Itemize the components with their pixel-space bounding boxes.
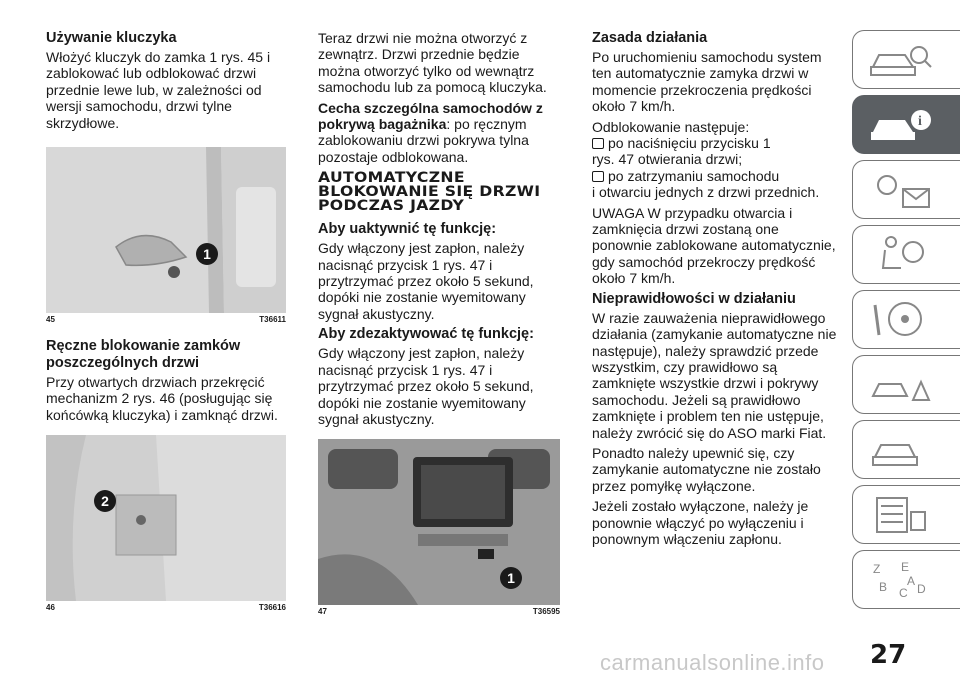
paragraph-key-usage: Włożyć kluczyk do zamka 1 rys. 45 i zablokować lub odblokować drzwi przednie lewe lub, w zależności od wersji samochodu, drzwi tylne skrzydłowe. <box>46 49 271 131</box>
car-info-icon <box>865 102 935 148</box>
checkbox-bullet-icon <box>592 171 604 182</box>
figure-47-caption <box>318 607 560 616</box>
heading-auto-lock: AUTOMATYCZNE BLOKOWANIE SIĘ DRZWI PODCZAS JAZDY <box>318 170 541 215</box>
tab-warning-lights[interactable] <box>852 160 960 219</box>
svg-text:i: i <box>918 114 922 129</box>
paragraph-manual-lock: Przy otwartych drzwiach przekręcić mechanizm 2 rys. 46 (posługując się końcówką kluczyka) i zamknąć drzwi. <box>46 374 278 423</box>
paragraph-reenable: Jeżeli zostało wyłączone, należy je ponownie włączyć po wyłączeniu i ponownym włączeniu zapłonu. <box>592 498 809 547</box>
heading-enable: Aby uaktywnić tę funkcję: <box>318 221 497 238</box>
callout-1: 1 <box>500 567 522 589</box>
door-edge-illustration <box>46 435 286 601</box>
figure-number: 45 <box>46 315 55 325</box>
svg-text:Z: Z <box>873 562 881 576</box>
heading-fault: Nieprawidłowości w działaniu <box>592 290 796 307</box>
paragraph-intro: Teraz drzwi nie można otworzyć z zewnątrz. Drzwi przednie będzie można otworzyć tylko od wewnątrz samochodu lub za pomocą kluczyka. <box>318 30 547 96</box>
door-handle-illustration <box>46 147 286 313</box>
column-middle <box>318 30 560 616</box>
figure-45-door-lock <box>46 147 286 313</box>
callout-2: 2 <box>94 490 116 512</box>
spec-list-icon <box>865 492 935 538</box>
heading-principle: Zasada działania <box>592 30 708 46</box>
bullet-text: po naciśnięciu przycisku 1 <box>608 135 771 152</box>
bullet-continuation: rys. 47 otwierania drzwi; <box>592 151 743 168</box>
car-search-icon <box>865 37 935 83</box>
figure-number: 46 <box>46 603 55 613</box>
figure-code: T36611 <box>259 315 286 325</box>
heading-key-usage: Używanie kluczyka <box>46 30 177 46</box>
paragraph-check: Ponadto należy upewnić się, czy zamykanie automatyczne nie zostało przez pomyłkę wyłączone. <box>592 444 821 494</box>
tab-car-info[interactable] <box>852 95 960 154</box>
figure-45-caption <box>46 315 286 324</box>
paragraph-enable: Gdy włączony jest zapłon, należy nacisnąć przycisk 1 rys. 47 i przytrzymać przez około 5 sekund, dopóki nie zostanie wyemitowany sygnał akustyczny. <box>318 240 534 322</box>
svg-text:D: D <box>917 582 926 596</box>
svg-text:B: B <box>879 580 888 594</box>
paragraph-boot <box>318 100 560 166</box>
airbag-seat-icon <box>865 232 935 278</box>
heading-manual-lock: Ręczne blokowanie zamków poszczególnych drzwi <box>46 338 241 372</box>
heading-disable: Aby zdezaktywować tę funkcję: <box>318 326 534 343</box>
tab-car-breakdown[interactable] <box>852 355 960 414</box>
column-right <box>592 30 842 551</box>
dashboard-illustration <box>318 439 560 605</box>
figure-47-dashboard <box>318 439 560 605</box>
alphabet-index-icon <box>865 557 935 603</box>
bullet-item <box>592 135 842 151</box>
figure-number: 47 <box>318 607 327 617</box>
paragraph-disable: Gdy włączony jest zapłon, należy nacisnąć przycisk 1 rys. 47 i przytrzymać przez około 5 sekund, dopóki nie zostanie wyemitowany sygnał akustyczny. <box>318 345 534 427</box>
callout-1: 1 <box>196 243 218 265</box>
boot-heading: Cecha szczególna samochodów z pokrywą bagażnika <box>318 99 543 133</box>
checkbox-bullet-icon <box>592 138 604 149</box>
bullet-item <box>592 168 842 184</box>
bullet-text: po zatrzymaniu samochodu <box>608 167 780 184</box>
boot-text: : po ręcznym zablokowaniu drzwi pokrywa tylna pozostaje odblokowana. <box>318 116 529 165</box>
paragraph-principle: Po uruchomieniu samochodu system ten automatycznie zamyka drzwi w momencie przekroczenia prędkości około 7 km/h. <box>592 49 822 115</box>
car-service-icon <box>865 427 935 473</box>
bullet-continuation: i otwarciu jednych z drzwi przednich. <box>592 184 820 201</box>
tab-airbag-seat[interactable] <box>852 225 960 284</box>
figure-46-caption <box>46 603 286 612</box>
svg-text:E: E <box>901 560 910 574</box>
tab-car-search[interactable] <box>852 30 960 89</box>
tab-car-service[interactable] <box>852 420 960 479</box>
tab-alphabet-index[interactable] <box>852 550 960 609</box>
paragraph-note: UWAGA W przypadku otwarcia i zamknięcia drzwi zostaną one ponownie zablokowane automatycznie, gdy samochód przekroczy prędkość około 7 km/h. <box>592 204 836 287</box>
paragraph-fault: W razie zauważenia nieprawidłowego działania (zamykanie automatyczne nie następuje), należy sprawdzić przede wszystkim, czy prawidłowo są zamknięte wszystkie drzwi i pokrywy samochodu. Jeżeli są prawidłowo zamknięte i problem ten nie ustępuje, należy zwrócić się do ASO marki Fiat. <box>592 309 837 441</box>
svg-text:C: C <box>899 586 908 600</box>
column-left <box>46 30 286 612</box>
figure-46-child-lock <box>46 435 286 601</box>
svg-text:A: A <box>907 574 916 588</box>
paragraph-unlock: Odblokowanie następuje: <box>592 118 750 135</box>
steering-wheel-icon <box>865 297 935 343</box>
tab-spec-list[interactable] <box>852 485 960 544</box>
figure-code: T36595 <box>532 607 560 617</box>
tab-steering-wheel[interactable] <box>852 290 960 349</box>
figure-code: T36616 <box>258 603 286 613</box>
chapter-tabs <box>852 30 960 615</box>
watermark: carmanualsonline.info <box>600 650 825 675</box>
page-number: 27 <box>870 640 907 670</box>
warning-lights-icon <box>865 167 935 213</box>
car-breakdown-icon <box>865 362 935 408</box>
